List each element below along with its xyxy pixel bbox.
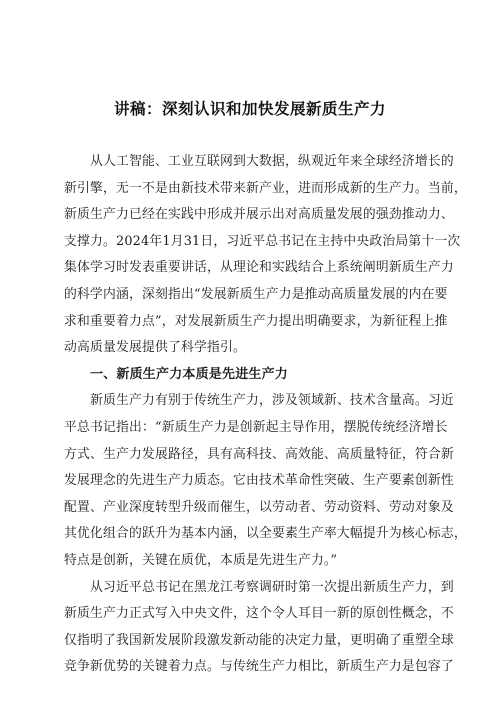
section-heading-1: 一、新质生产力本质是先进生产力 xyxy=(90,366,289,382)
paragraph-1-line-7: 求和重要着力点”，对发展新质生产力提出明确要求，为新征程上推 xyxy=(64,313,448,329)
paragraph-2-line-7: 特点是创新，关键在质优，本质是先进生产力。” xyxy=(64,552,338,568)
paragraph-3-line-3: 仅指明了我国新发展阶段激发新动能的决定力量，更明确了重塑全球 xyxy=(64,632,454,648)
document-title: 讲稿：深刻认识和加快发展新质生产力 xyxy=(113,100,386,118)
paragraph-2-line-4: 发展理念的先进生产力质态。它由技术革命性突破、生产要素创新性 xyxy=(64,473,454,489)
paragraph-1-line-8: 动高质量发展提供了科学指引。 xyxy=(64,340,246,356)
paragraph-2-line-6: 其优化组合的跃升为基本内涵，以全要素生产率大幅提升为核心标志， xyxy=(64,526,467,542)
paragraph-2-line-5: 配置、产业深度转型升级而催生，以劳动者、劳动资料、劳动对象及 xyxy=(64,499,454,515)
paragraph-1-line-3: 新质生产力已经在实践中形成并展示出对高质量发展的强劲推动力、 xyxy=(64,207,454,223)
paragraph-1-line-1: 从人工智能、工业互联网到大数据，纵观近年来全球经济增长的 xyxy=(90,154,454,169)
paragraph-2-line-1: 新质生产力有别于传统生产力，涉及领域新、技术含量高。习近 xyxy=(90,393,454,409)
paragraph-1-line-2: 新引擎，无一不是由新技术带来新产业，进而形成新的生产力。当前， xyxy=(64,180,467,196)
paragraph-1-line-4: 支撑力。2024年1月31日，习近平总书记在主持中央政治局第十一次 xyxy=(64,233,461,249)
paragraph-2-line-2: 平总书记指出：“新质生产力是创新起主导作用，摆脱传统经济增长 xyxy=(64,419,448,435)
paragraph-3-line-1: 从习近平总书记在黑龙江考察调研时第一次提出新质生产力，到 xyxy=(90,579,454,595)
paragraph-1-line-5: 集体学习时发表重要讲话，从理论和实践结合上系统阐明新质生产力 xyxy=(64,260,454,276)
paragraph-3-line-4: 竞争新优势的关键着力点。与传统生产力相比，新质生产力是包容了 xyxy=(64,659,454,675)
paragraph-3-line-2: 新质生产力正式写入中央文件，这个令人耳目一新的原创性概念，不 xyxy=(64,606,454,622)
document-body xyxy=(64,149,467,681)
paragraph-2-line-3: 方式、生产力发展路径，具有高科技、高效能、高质量特征，符合新 xyxy=(64,446,454,462)
paragraph-1-line-6: 的科学内涵，深刻指出“发展新质生产力是推动高质量发展的内在要 xyxy=(64,286,448,302)
